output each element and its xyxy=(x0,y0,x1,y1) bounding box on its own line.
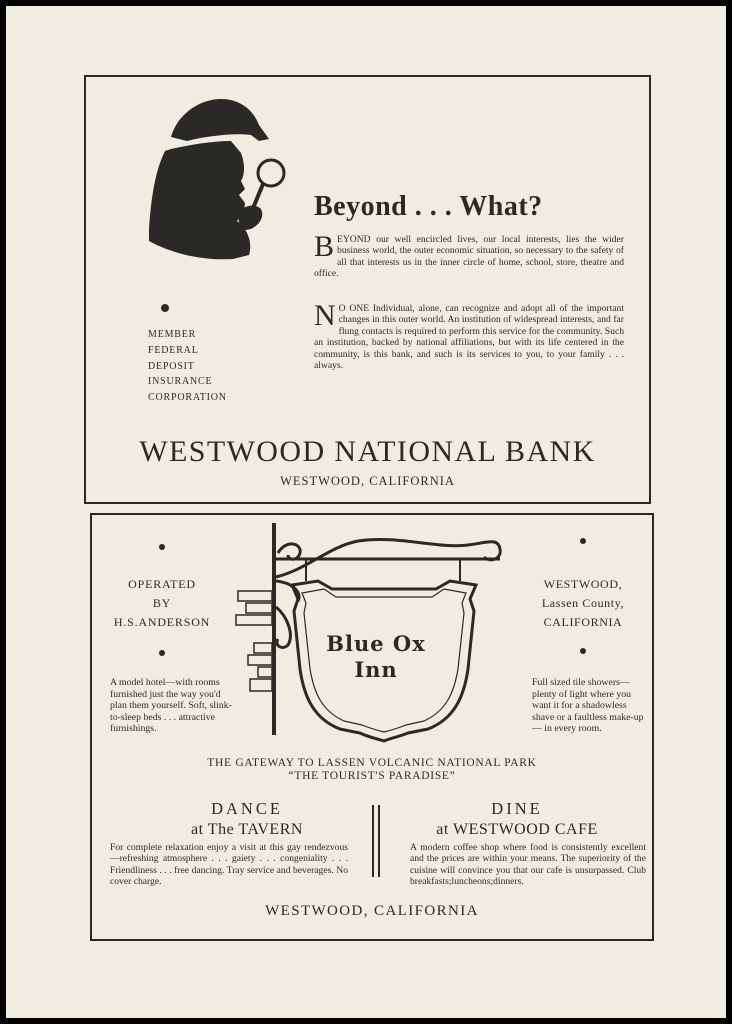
drop-cap-n: N xyxy=(314,299,336,332)
paragraph-2-text: O ONE Individual, alone, can recognize and adopt all of the important changes in this outer world. An institution of widespread interests, and far flung contacts is required to perform this service for the community. Such an institution, backed by national affiliations, but with its life centered in the community, is this bank, and such is its services to you, to your family . . . always. xyxy=(314,303,624,372)
ornament-dot xyxy=(159,650,165,656)
dine-subtitle: at WESTWOOD CAFE xyxy=(436,821,598,838)
fdic-line: FEDERAL xyxy=(148,344,199,356)
sign-lettering xyxy=(308,631,444,683)
column-divider xyxy=(372,805,374,877)
tourist-line: “THE TOURIST'S PARADISE” xyxy=(288,770,456,782)
location-line: WESTWOOD, xyxy=(543,577,623,591)
inn-location-block xyxy=(528,575,638,632)
dine-description: A modern coffee shop where food is consistently excellent and the prices are within your means. The superiority of the cuisine will convince you that our cafe is unsurpassed. Club breakfasts;luncheons;dinners. xyxy=(410,842,646,888)
hotel-description: A model hotel—with rooms furnished just the way you'd plan them yourself. Soft, slink-to-sleep beds . . . attractive furnishings. xyxy=(110,677,232,735)
inn-location: WESTWOOD, CALIFORNIA xyxy=(265,903,479,919)
column-divider xyxy=(378,805,380,877)
bank-paragraph-1 xyxy=(314,230,624,280)
shower-description: Full sized tile showers—plenty of light where you want it for a shadowless shave or a faultless make-up — in every room. xyxy=(532,677,644,735)
page xyxy=(6,6,726,1018)
paragraph-1-text: EYOND our well encircled lives, our local interests, lies the wider business world, the outer economic situation, so necessary to the safety of all that interests us in the inner circle of home, school, store, theatre and office. xyxy=(314,234,624,280)
operator-line: OPERATED xyxy=(128,577,196,591)
location-line: Lassen County, xyxy=(541,596,625,610)
dine-title: DINE xyxy=(491,799,543,818)
detective-silhouette-icon xyxy=(141,91,291,267)
dance-subtitle: at The TAVERN xyxy=(191,821,303,838)
fdic-line: DEPOSIT xyxy=(148,360,195,372)
fdic-line: INSURANCE xyxy=(148,376,213,388)
sign-line-blue-ox: Blue Ox xyxy=(326,631,426,656)
inn-advertisement xyxy=(90,513,654,941)
bank-headline: Beyond . . . What? xyxy=(314,191,543,222)
bank-advertisement xyxy=(84,75,651,504)
operator-line: BY xyxy=(152,596,172,610)
operator-line: H.S.ANDERSON xyxy=(113,615,211,629)
bank-location: WESTWOOD, CALIFORNIA xyxy=(280,474,455,488)
gateway-slogan xyxy=(92,757,652,783)
fdic-line: CORPORATION xyxy=(148,392,227,404)
fdic-line: MEMBER xyxy=(148,329,197,340)
dance-title: DANCE xyxy=(211,799,283,818)
ornament-dot xyxy=(159,544,165,550)
operator-credit xyxy=(112,575,212,632)
bank-name: WESTWOOD NATIONAL BANK xyxy=(139,435,596,468)
ornament-dot xyxy=(580,648,586,654)
drop-cap-b: B xyxy=(314,230,335,263)
bank-paragraph-2 xyxy=(314,299,624,372)
ornament-dot xyxy=(580,538,586,544)
gateway-line: THE GATEWAY TO LASSEN VOLCANIC NATIONAL PARK xyxy=(207,757,537,769)
fdic-emblem-icon xyxy=(161,304,169,312)
location-line: CALIFORNIA xyxy=(543,615,623,629)
sign-line-inn: Inn xyxy=(354,657,398,682)
dance-description: For complete relaxation enjoy a visit at this gay rendezvous—refreshing atmosphere . . . gaiety . . . congeniality . . . Friendliness . . . free dancing. Tray service and beverages. No cover charge. xyxy=(110,842,348,888)
fdic-membership xyxy=(148,327,258,406)
